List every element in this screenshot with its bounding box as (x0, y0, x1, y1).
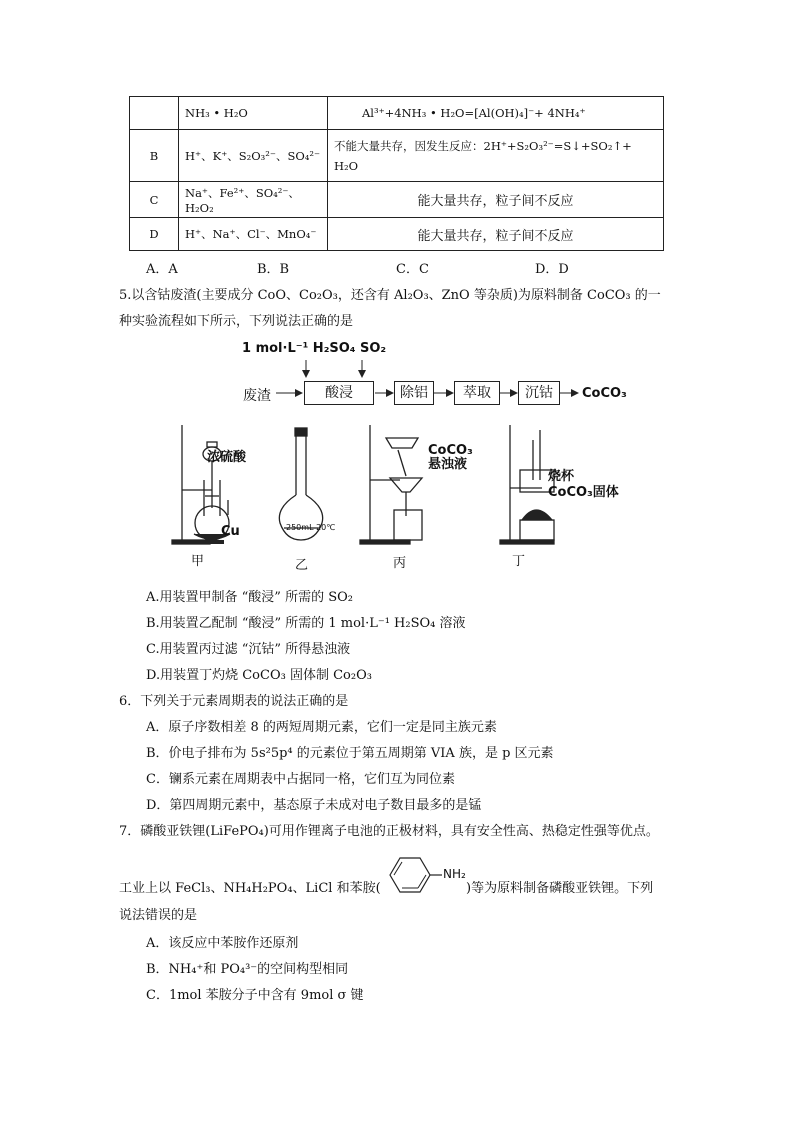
aniline-nh2-label: NH₂ (443, 867, 466, 881)
ding-beaker-label: 烧杯 (548, 469, 575, 484)
flow-step-precip: 沉钴 (518, 381, 560, 405)
table-row (130, 182, 664, 218)
choice-c[interactable]: C．C (396, 262, 429, 277)
q7-option-b[interactable]: B．NH₄⁺和 PO₄³⁻的空间构型相同 (146, 962, 349, 977)
q6-option-a[interactable]: A．原子序数相差 8 的两短周期元素，它们一定是同主族元素 (146, 720, 497, 735)
flow-reagents: 1 mol·L⁻¹ H₂SO₄ SO₂ (242, 341, 387, 356)
q5-stem-line2: 种实验流程如下所示，下列说法正确的是 (119, 314, 354, 329)
row-label: B (130, 130, 179, 182)
row-label: D (130, 218, 179, 251)
flow-step-extract: 萃取 (454, 381, 500, 405)
choice-d[interactable]: D．D (535, 262, 569, 277)
row-particles: Na⁺、Fe²⁺、SO₄²⁻、H₂O₂ (179, 182, 328, 218)
row-label (130, 97, 179, 130)
flow-end: CoCO₃ (582, 386, 627, 401)
option-table (129, 96, 664, 251)
table-row (130, 130, 664, 182)
row-evaluation: 能大量共存，粒子间不反应 (328, 182, 664, 218)
q6-option-b[interactable]: B．价电子排布为 5s²5p⁴ 的元素位于第五周期第 VIA 族，是 p 区元素 (146, 746, 554, 761)
apparatus-bing (360, 425, 422, 544)
label-jia: 甲 (191, 554, 205, 569)
flow-start: 废渣 (243, 388, 271, 404)
bing-label: CoCO₃ 悬浊液 (428, 443, 473, 472)
label-bing: 丙 (393, 556, 407, 571)
q7-stem-line2b: )等为原料制备磷酸亚铁锂。下列 (466, 881, 654, 896)
label-ding: 丁 (512, 554, 526, 569)
q7-option-a[interactable]: A．该反应中苯胺作还原剂 (146, 936, 299, 951)
q5-option-c[interactable]: C.用装置丙过滤 “沉钴” 所得悬浊液 (146, 642, 351, 657)
row-particles: NH₃ • H₂O (179, 97, 328, 130)
q7-stem-line1: 7．磷酸亚铁锂(LiFePO₄)可用作锂离子电池的正极材料，具有安全性高、热稳定性强等优点。 (119, 824, 659, 839)
yi-flask-label: 250mL 20℃ (286, 523, 336, 532)
flow-step-acid: 酸浸 (304, 381, 374, 405)
row-particles: H⁺、Na⁺、Cl⁻、MnO₄⁻ (179, 218, 328, 251)
jia-reagent-label: 浓硫酸 (207, 450, 247, 465)
row-evaluation: Al³⁺+4NH₃ • H₂O=[Al(OH)₄]⁻+ 4NH₄⁺ (328, 97, 664, 130)
q7-option-c[interactable]: C．1mol 苯胺分子中含有 9mol σ 键 (146, 988, 364, 1003)
row-particles: H⁺、K⁺、S₂O₃²⁻、SO₄²⁻ (179, 130, 328, 182)
q7-stem-line3: 说法错误的是 (119, 908, 198, 923)
table-row (130, 218, 664, 251)
q7-stem-line2a: 工业上以 FeCl₃、NH₄H₂PO₄、LiCl 和苯胺( (119, 881, 381, 896)
q5-stem-line1: 5.以含钴废渣(主要成分 CoO、Co₂O₃，还含有 Al₂O₃、ZnO 等杂质)为原料制备 CoCO₃ 的一 (119, 288, 661, 303)
row-label: C (130, 182, 179, 218)
label-yi: 乙 (295, 558, 309, 573)
q5-option-d[interactable]: D.用装置丁灼烧 CoCO₃ 固体制 Co₂O₃ (146, 668, 372, 683)
choice-b[interactable]: B．B (257, 262, 290, 277)
jia-metal-label: Cu (221, 524, 240, 539)
apparatus-ding (500, 425, 554, 544)
row-evaluation: 不能大量共存，因发生反应：2H⁺+S₂O₃²⁻=S↓+SO₂↑+ H₂O (328, 130, 664, 182)
table-row (130, 97, 664, 130)
q6-option-c[interactable]: C．镧系元素在周期表中占据同一格，它们互为同位素 (146, 772, 455, 787)
flow-step-al: 除铝 (394, 381, 434, 405)
q5-option-b[interactable]: B.用装置乙配制 “酸浸” 所需的 1 mol·L⁻¹ H₂SO₄ 溶液 (146, 616, 466, 631)
q6-option-d[interactable]: D．第四周期元素中，基态原子未成对电子数目最多的是锰 (146, 798, 482, 813)
choice-a[interactable]: A．A (146, 262, 178, 277)
ding-solid-label: CoCO₃固体 (548, 485, 619, 500)
row-evaluation: 能大量共存，粒子间不反应 (328, 218, 664, 251)
q6-stem: 6．下列关于元素周期表的说法正确的是 (119, 694, 349, 709)
q5-option-a[interactable]: A.用装置甲制备 “酸浸” 所需的 SO₂ (146, 590, 353, 605)
